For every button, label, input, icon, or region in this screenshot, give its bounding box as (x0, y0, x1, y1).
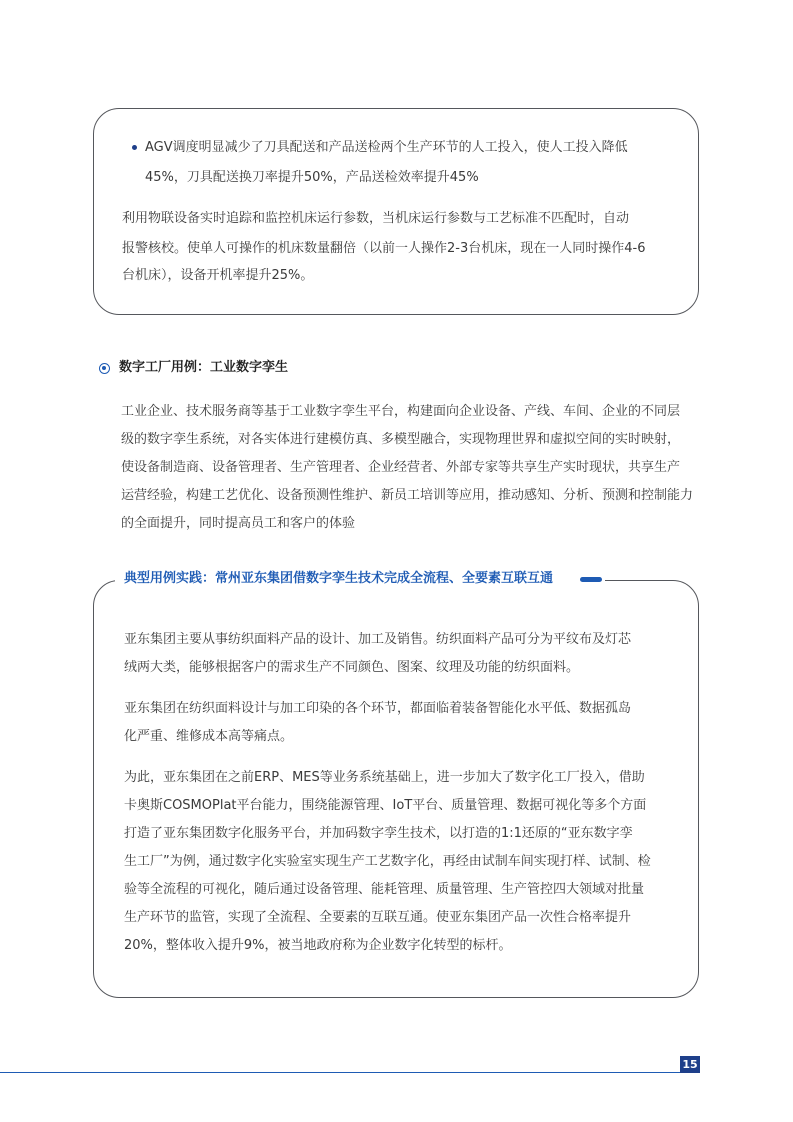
paragraph-line: 绒两大类，能够根据客户的需求生产不同颜色、图案、纹理及功能的纺织面料。 (124, 660, 580, 675)
radio-bullet-icon (99, 363, 110, 374)
paragraph-line: 生产环节的监管，实现了全流程、全要素的互联互通。使亚东集团产品一次性合格率提升 (124, 910, 632, 925)
paragraph-line: 的全面提升，同时提高员工和客户的体验 (121, 516, 356, 531)
paragraph-line: 工业企业、技术服务商等基于工业数字孪生平台，构建面向企业设备、产线、车间、企业的不同层 (121, 404, 681, 419)
paragraph-line: 使设备制造商、设备管理者、生产管理者、企业经营者、外部专家等共享生产实时现状，共享生产 (121, 460, 681, 475)
bullet-text-line: AGV调度明显减少了刀具配送和产品送检两个生产环节的人工投入，使人工投入降低 (145, 140, 628, 155)
paragraph-line: 打造了亚东集团数字化服务平台，并加码数字孪生技术，以打造的1:1还原的“亚东数字孪 (124, 826, 633, 841)
paragraph-line: 运营经验，构建工艺优化、设备预测性维护、新员工培训等应用，推动感知、分析、预测和控制能力 (121, 488, 694, 503)
paragraph-line: 验等全流程的可视化，随后通过设备管理、能耗管理、质量管理、生产管控四大领域对批量 (124, 882, 645, 897)
title-accent-bar (580, 577, 602, 582)
page-number: 15 (680, 1056, 700, 1073)
paragraph-line: 化严重、维修成本高等痛点。 (124, 729, 294, 744)
paragraph-line: 生工厂”为例，通过数字化实验室实现生产工艺数字化，再经由试制车间实现打样、试制、检 (124, 854, 651, 869)
bullet-dot-icon (132, 145, 137, 150)
section-title: 数字工厂用例：工业数字孪生 (119, 360, 289, 375)
case-title: 典型用例实践：常州亚东集团借数字孪生技术完成全流程、全要素互联互通 (124, 571, 554, 586)
paragraph-line: 利用物联设备实时追踪和监控机床运行参数，当机床运行参数与工艺标准不匹配时，自动 (122, 211, 630, 226)
paragraph-line: 亚东集团在纺织面料设计与加工印染的各个环节，都面临着装备智能化水平低、数据孤岛 (124, 701, 632, 716)
footer-rule (0, 1072, 680, 1073)
paragraph-line: 卡奥斯COSMOPlat平台能力，围绕能源管理、IoT平台、质量管理、数据可视化等多个方面 (124, 798, 647, 813)
paragraph-line: 级的数字孪生系统，对各实体进行建模仿真、多模型融合，实现物理世界和虚拟空间的实时映射， (121, 432, 681, 447)
bullet-text-line: 45%，刀具配送换刀率提升50%，产品送检效率提升45% (145, 170, 479, 185)
paragraph-line: 为此，亚东集团在之前ERP、MES等业务系统基础上，进一步加大了数字化工厂投入，借助 (124, 770, 645, 785)
paragraph-line: 台机床），设备开机率提升25%。 (122, 268, 314, 283)
paragraph-line: 亚东集团主要从事纺织面料产品的设计、加工及销售。纺织面料产品可分为平纹布及灯芯 (124, 632, 632, 647)
paragraph-line: 20%，整体收入提升9%，被当地政府称为企业数字化转型的标杆。 (124, 938, 512, 953)
paragraph-line: 报警核校。使单人可操作的机床数量翻倍（以前一人操作2-3台机床，现在一人同时操作4-6 (122, 241, 646, 256)
